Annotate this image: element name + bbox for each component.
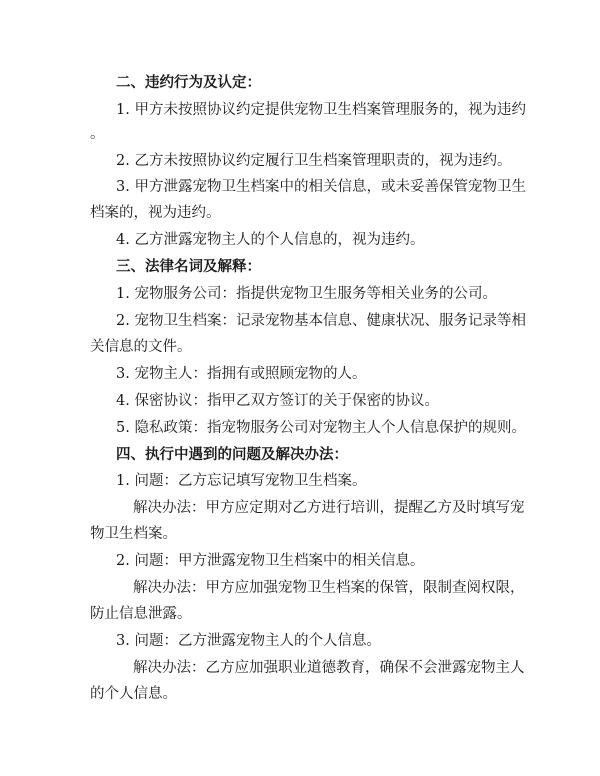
issue-solution-continuation: 物卫生档案。 [90, 526, 177, 542]
list-item: 1. 宠物服务公司：指提供宠物卫生服务等相关业务的公司。 [116, 286, 497, 302]
list-item-continuation: 档案的，视为违约。 [90, 205, 221, 221]
section-heading-legal-terms: 三、法律名词及解释： [116, 258, 261, 275]
list-item: 5. 隐私政策：指宠物服务公司对宠物主人个人信息保护的规则。 [116, 420, 526, 436]
section-heading-issues-solutions: 四、执行中遇到的问题及解决办法： [116, 446, 348, 463]
list-item-continuation: 。 [90, 126, 105, 142]
issue-solution-continuation: 防止信息泄露。 [90, 606, 192, 622]
section-heading-violations: 二、违约行为及认定： [116, 74, 261, 91]
issue-solution-continuation: 的个人信息。 [90, 686, 177, 702]
list-item: 2. 宠物卫生档案：记录宠物基本信息、健康状况、服务记录等相 [116, 313, 526, 329]
list-item: 3. 宠物主人：指拥有或照顾宠物的人。 [116, 366, 367, 382]
issue-question: 2. 问题：甲方泄露宠物卫生档案中的相关信息。 [116, 553, 425, 569]
list-item-continuation: 关信息的文件。 [90, 339, 192, 355]
list-item: 1. 甲方未按照协议约定提供宠物卫生档案管理服务的，视为违约 [116, 102, 526, 118]
list-item: 2. 乙方未按照协议约定履行卫生档案管理职责的，视为违约。 [116, 153, 512, 169]
issue-question: 3. 问题：乙方泄露宠物主人的个人信息。 [116, 633, 381, 649]
issue-solution: 解决办法：甲方应加强宠物卫生档案的保管，限制查阅权限， [133, 580, 525, 596]
issue-question: 1. 问题：乙方忘记填写宠物卫生档案。 [116, 473, 367, 489]
issue-solution: 解决办法：乙方应加强职业道德教育，确保不会泄露宠物主人 [133, 660, 525, 676]
list-item: 3. 甲方泄露宠物卫生档案中的相关信息，或未妥善保管宠物卫生 [116, 179, 526, 195]
list-item: 4. 乙方泄露宠物主人的个人信息的，视为违约。 [116, 232, 425, 248]
list-item: 4. 保密协议：指甲乙双方签订的关于保密的协议。 [116, 393, 439, 409]
issue-solution: 解决办法：甲方应定期对乙方进行培训，提醒乙方及时填写宠 [133, 500, 525, 516]
